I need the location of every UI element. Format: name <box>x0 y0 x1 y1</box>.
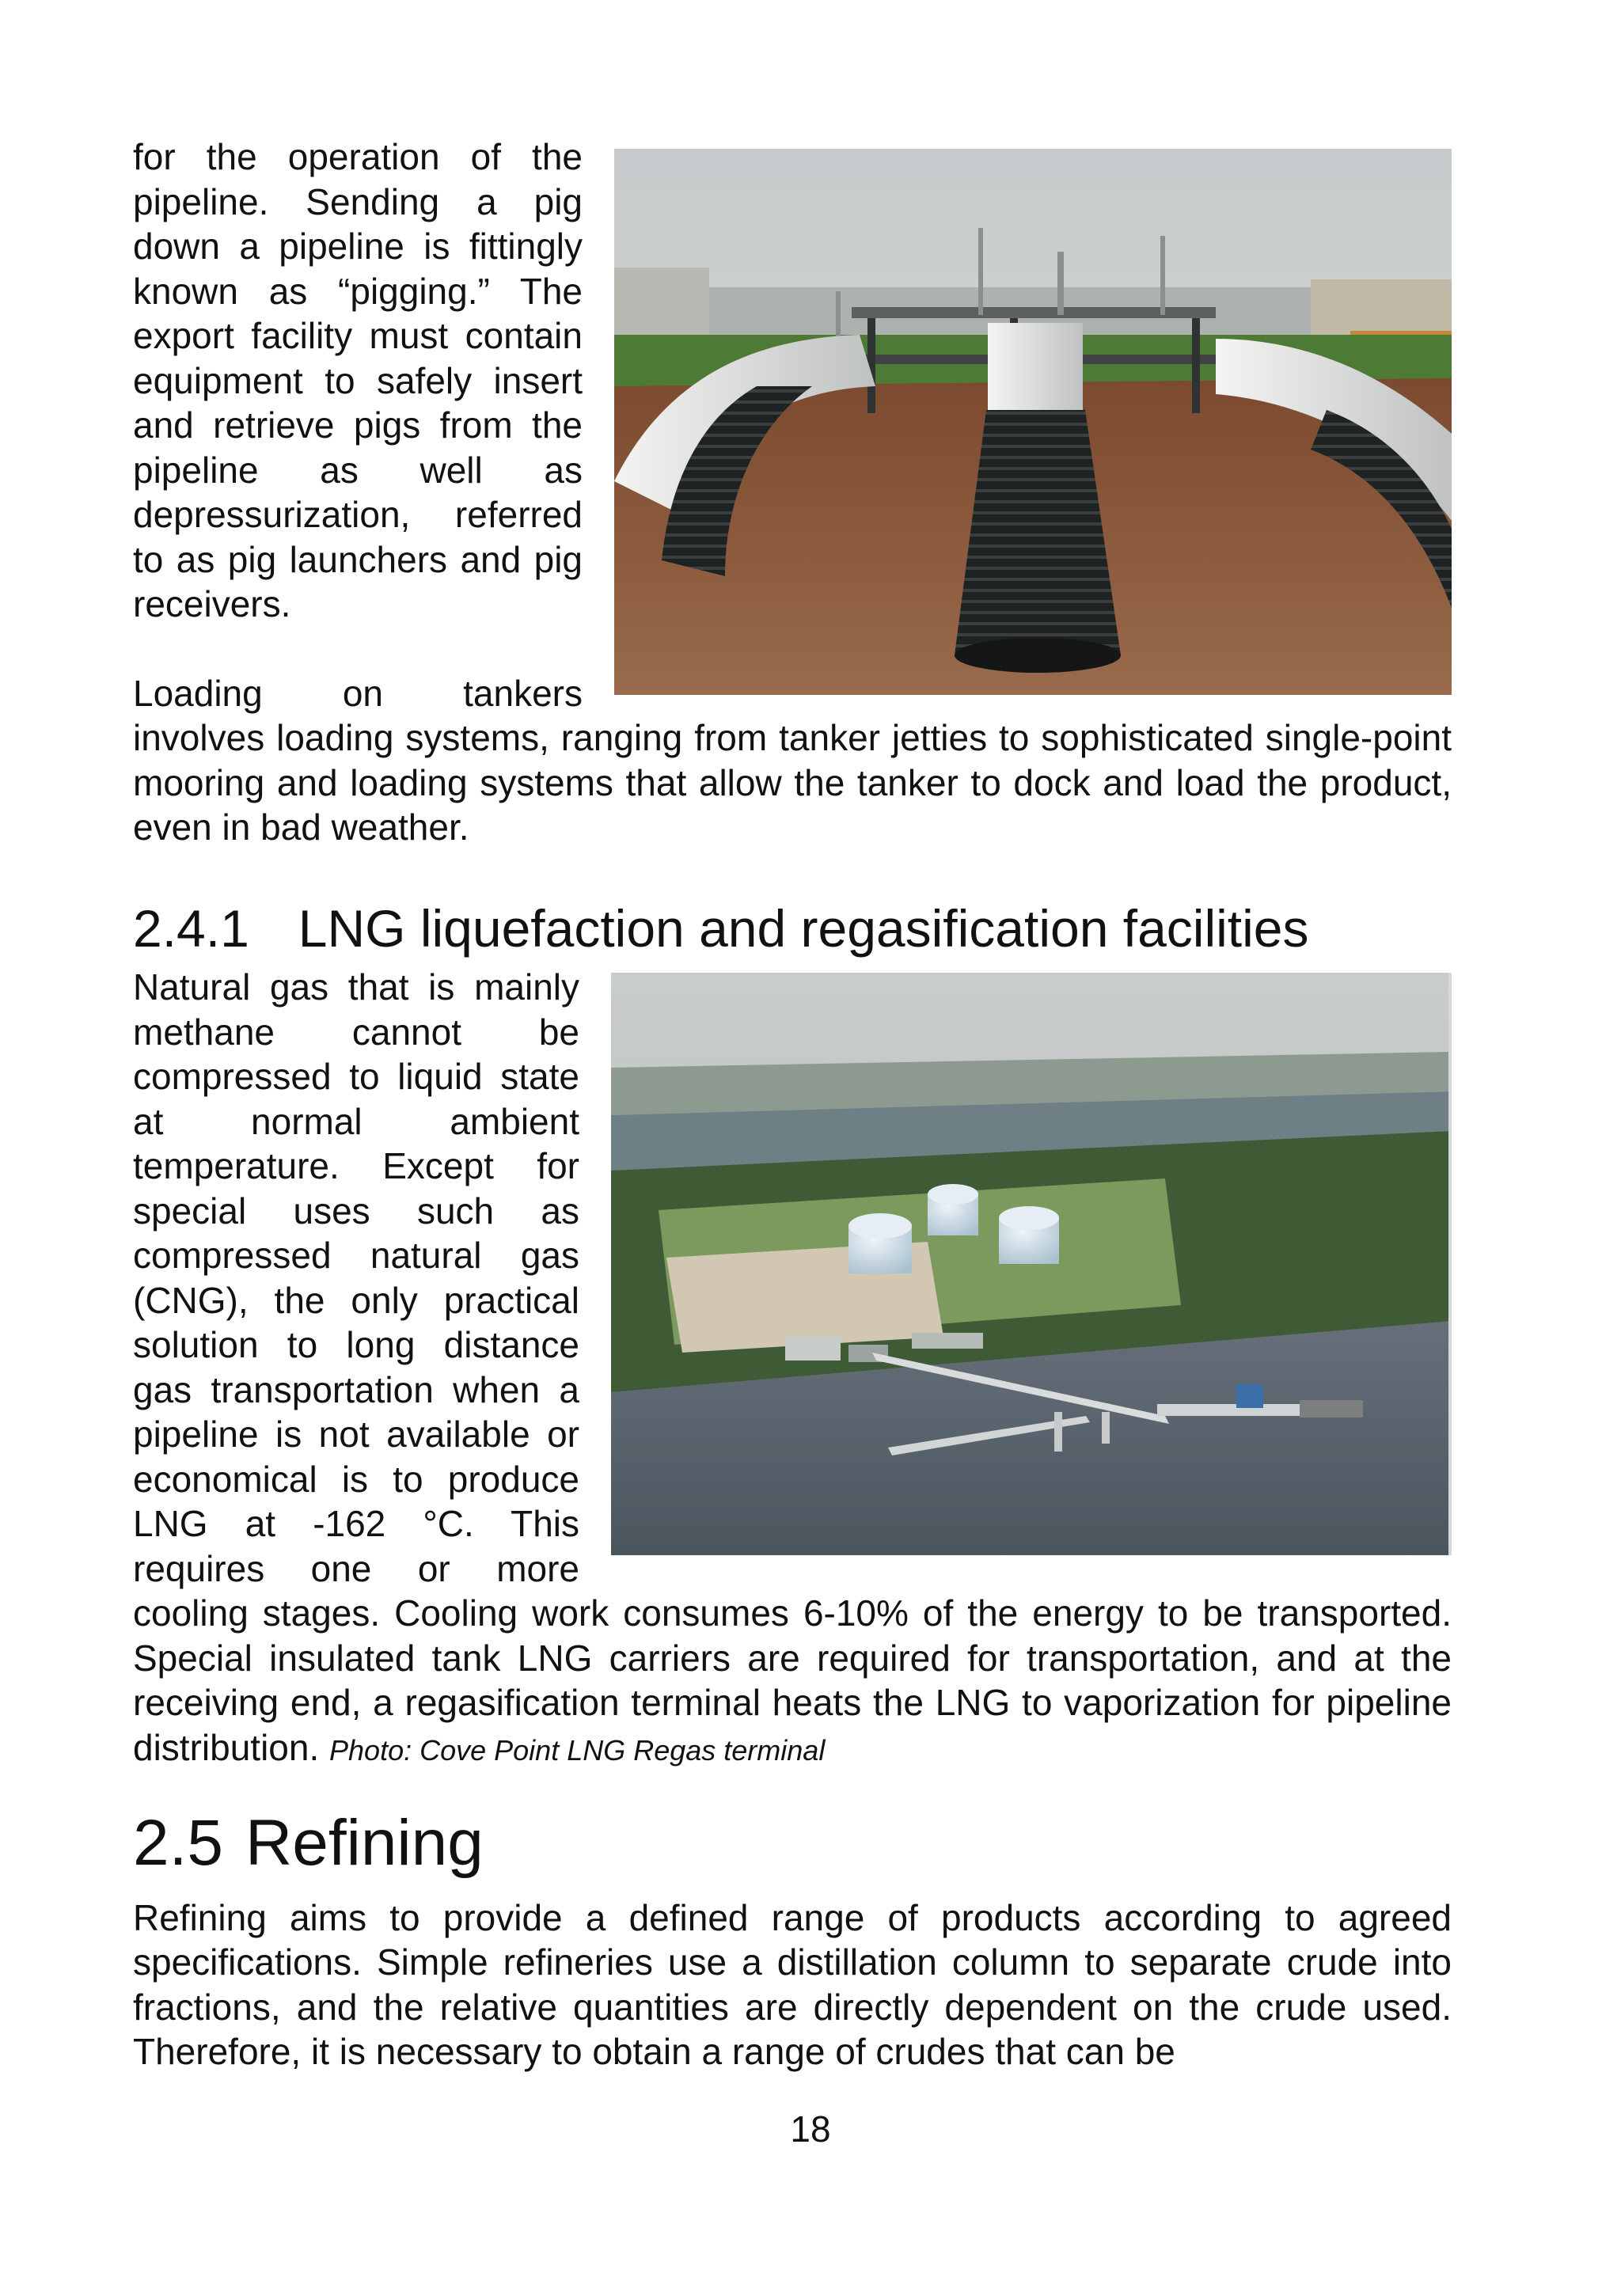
intro-paragraph-1: for the operation of the pipeline. Sending a pig down a pipeline is fittingly known as “pigging.” The export facility must contain equipment to safely insert and retrieve pigs from the pipeline as well as depressurization, referred to as pig launchers and pig receivers. <box>133 136 583 624</box>
refining-body: Refining aims to provide a defined range of products according to agreed specifications. Simple refineries use a distillation column to separate crude into fractions, and the relative quantities are directly dependent on the crude used. Therefore, it is necessary to obtain a range of crudes that can be <box>133 1896 1452 2073</box>
section-title: LNG liquefaction and regasification facilities <box>298 898 1309 958</box>
section-number: 2.4.1 <box>133 898 249 958</box>
section-heading-lng <box>133 899 1452 959</box>
intro-paragraph-2: Loading on tankers involves loading systems, ranging from tanker jetties to sophisticated single-point mooring and loading systems that allow the tanker to dock and load the product, even in bad weather. <box>133 672 1452 848</box>
lng-body-text: Natural gas that is mainly methane cannot be compressed to liquid state at normal ambient temperature. Except for special uses such as compressed natural gas (CNG), the only practical solution to long distance gas transportation when a pipeline is not available or economical is to produce LNG at -162 °C. This requires one or more cooling stages. Cooling work consumes 6-10% of the energy to be transported. Special insulated tank LNG carriers are required for transportation, and at the receiving end, a regasification terminal heats the LNG to vaporization for pipeline distribution. <box>133 966 1452 1768</box>
page-content <box>133 135 1452 2074</box>
section-number: 2.5 <box>133 1807 223 1880</box>
section-heading-refining <box>133 1806 1452 1880</box>
section-title: Refining <box>245 1807 484 1880</box>
lng-terminal-photo <box>611 973 1452 1555</box>
page-number: 18 <box>790 2108 831 2150</box>
photo-caption: Photo: Cove Point LNG Regas terminal <box>329 1733 826 1767</box>
pig-launcher-photo <box>614 149 1452 695</box>
